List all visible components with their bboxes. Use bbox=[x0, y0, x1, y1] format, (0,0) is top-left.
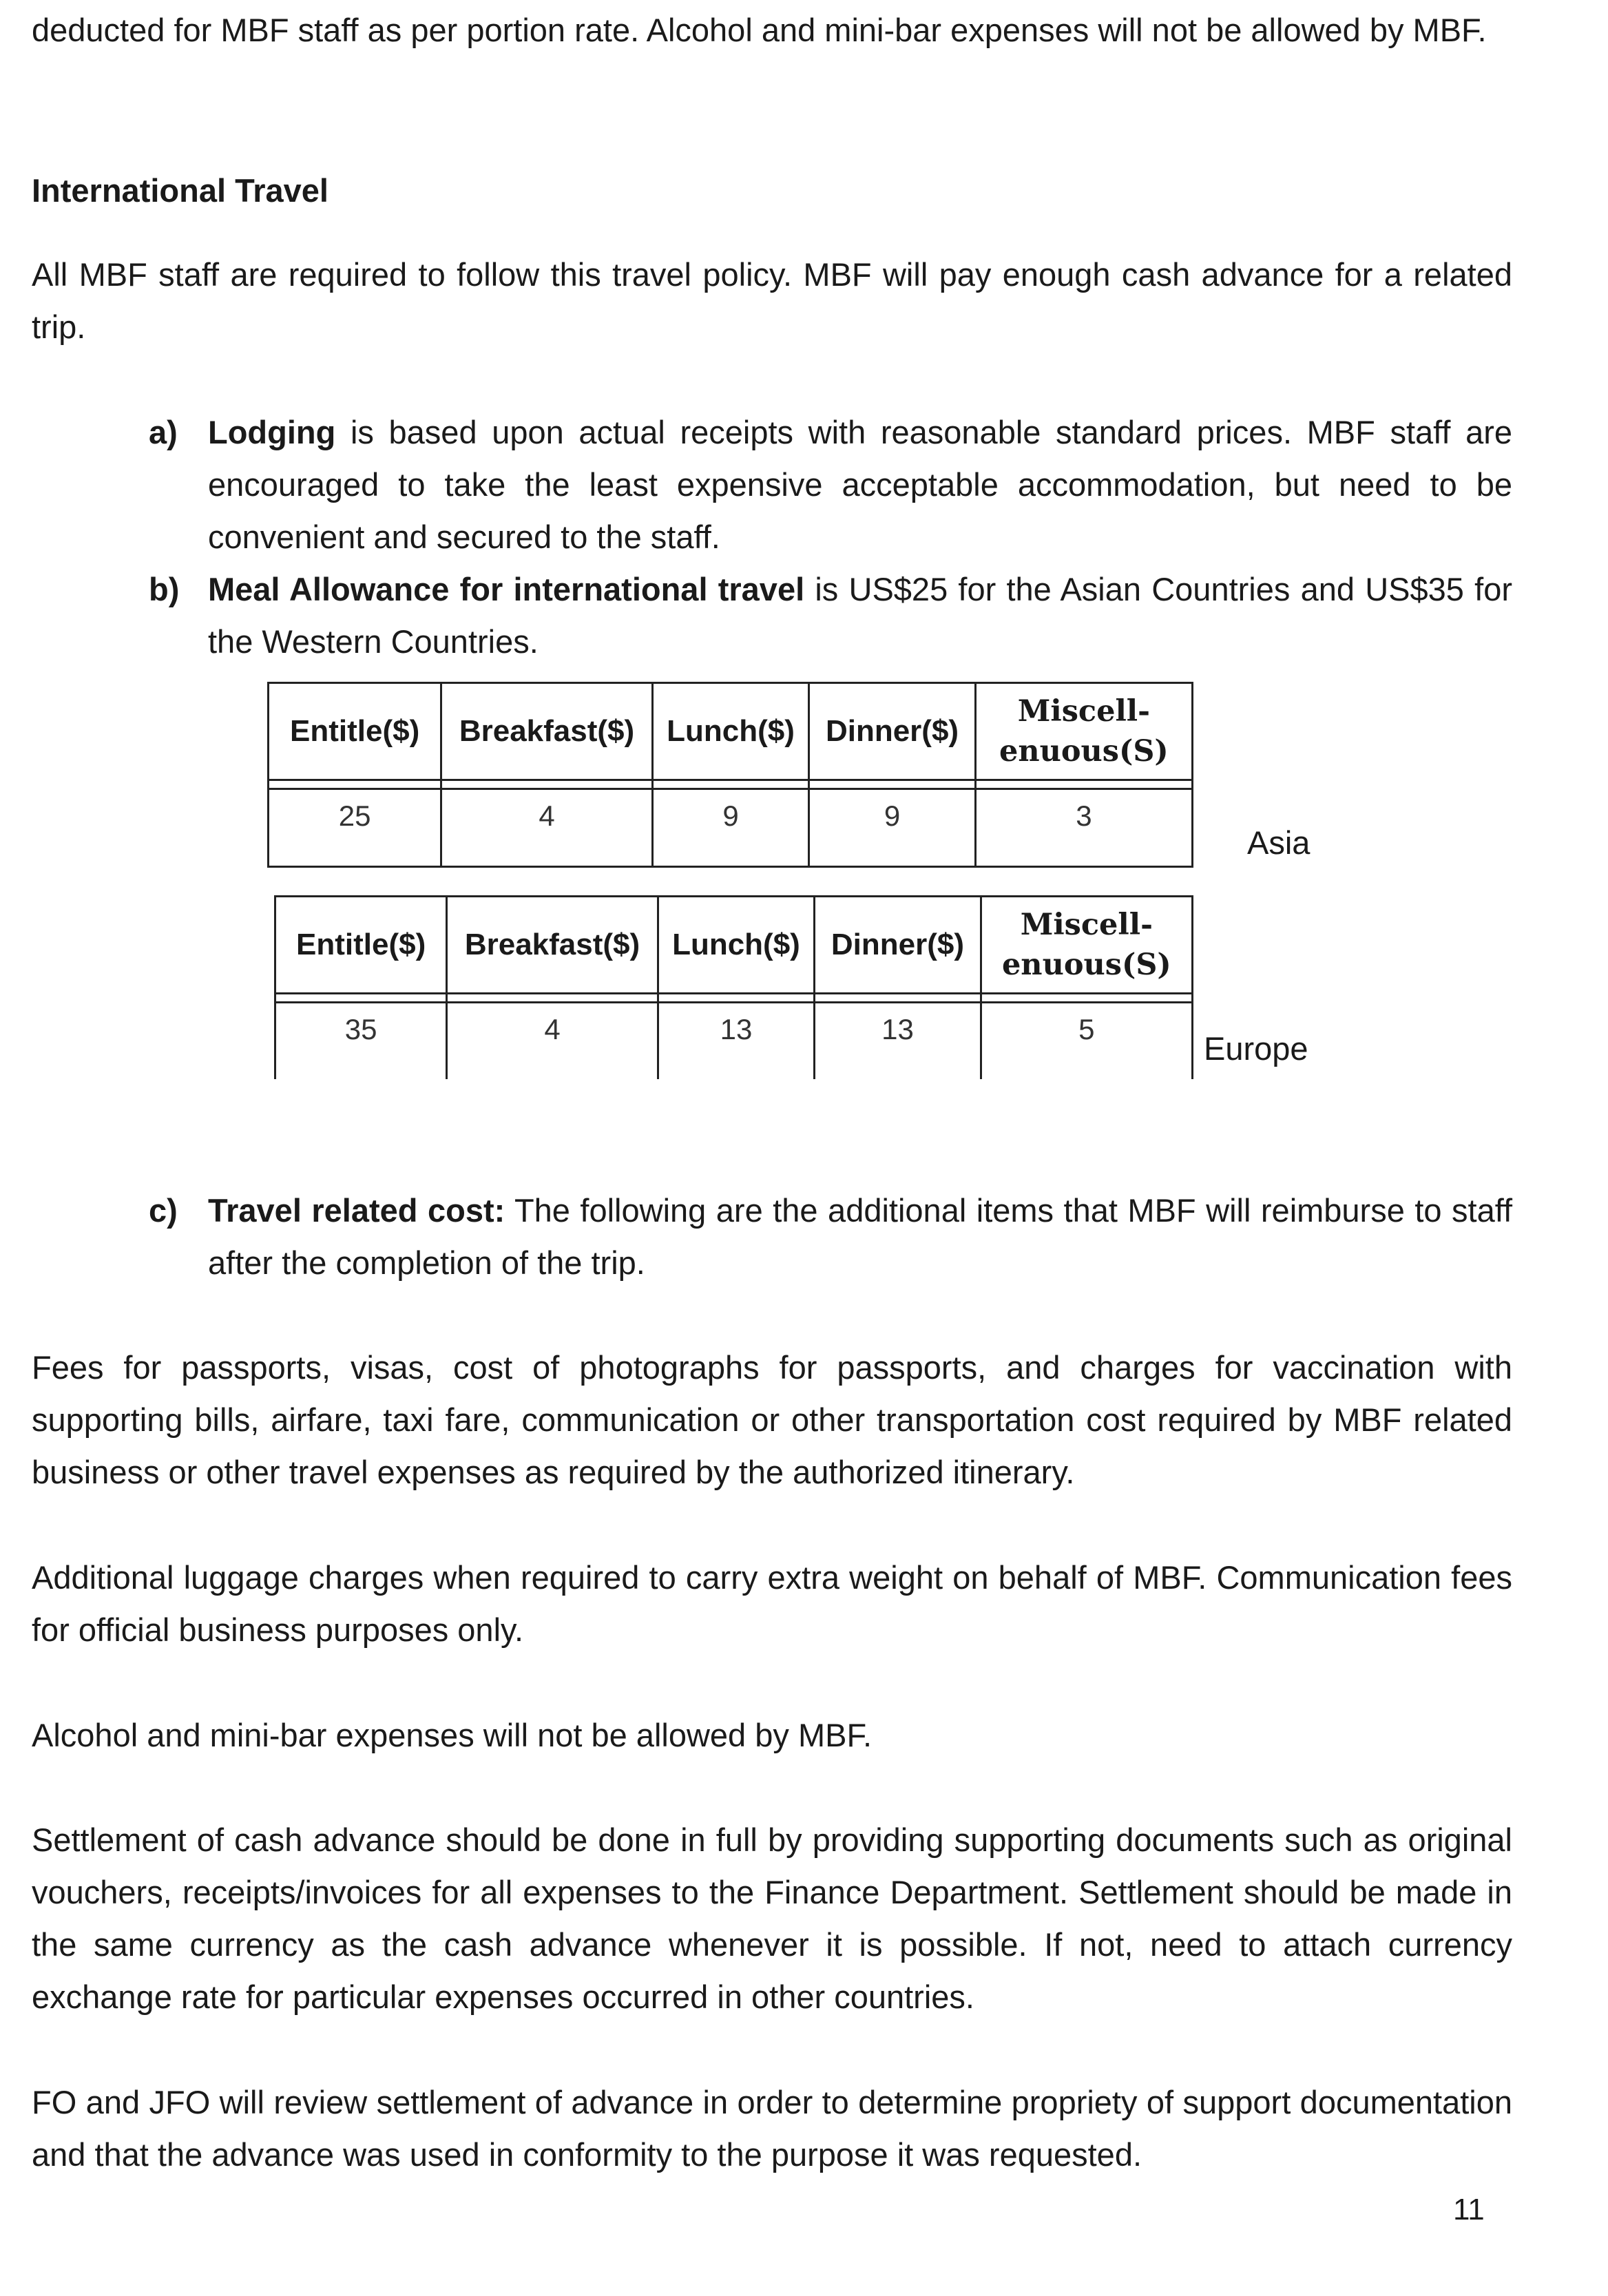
list-item-term: Travel related cost: bbox=[208, 1192, 505, 1229]
cell-dinner: 9 bbox=[809, 789, 975, 867]
cell-miscellaneous: 5 bbox=[981, 1003, 1192, 1080]
list-item-text: is US$25 for the Asian Countries and US$35 for the Western Countries. bbox=[208, 571, 1512, 660]
cell-entitle: 35 bbox=[275, 1003, 447, 1080]
meal-table-asia bbox=[267, 682, 1193, 868]
region-label-europe: Europe bbox=[1204, 1030, 1308, 1067]
review-paragraph: FO and JFO will review settlement of advance in order to determine propriety of support documentation and that the advance was used in conformity to the purpose it was requested. bbox=[32, 2084, 1512, 2173]
header-misc-line1: Miscell- bbox=[1017, 694, 1150, 729]
header-dinner: Dinner($) bbox=[815, 897, 981, 994]
table-separator-row bbox=[269, 780, 1193, 789]
header-breakfast: Breakfast($) bbox=[441, 683, 652, 780]
luggage-paragraph: Additional luggage charges when required to carry extra weight on behalf of MBF. Communication fees for official business purposes only. bbox=[32, 1559, 1512, 1648]
section-intro-paragraph: All MBF staff are required to follow this travel policy. MBF will pay enough cash advance for a related trip. bbox=[32, 256, 1512, 345]
region-label-asia: Asia bbox=[1247, 824, 1311, 861]
list-item-lodging bbox=[149, 406, 1512, 563]
cell-entitle: 25 bbox=[269, 789, 441, 867]
table-row bbox=[275, 1003, 1193, 1080]
list-marker: c) bbox=[149, 1192, 178, 1229]
fees-paragraph: Fees for passports, visas, cost of photographs for passports, and charges for vaccination with supporting bills, airfare, taxi fare, communication or other transportation cost required by MBF related business or other travel expenses as required by the authorized itinerary. bbox=[32, 1349, 1512, 1490]
section-heading: International Travel bbox=[32, 172, 328, 209]
cell-dinner: 13 bbox=[815, 1003, 981, 1080]
header-entitle: Entitle($) bbox=[275, 897, 447, 994]
cell-breakfast: 4 bbox=[441, 789, 652, 867]
header-breakfast: Breakfast($) bbox=[447, 897, 658, 994]
page-number: 11 bbox=[1453, 2193, 1485, 2226]
meal-table-europe bbox=[274, 895, 1193, 1079]
header-entitle: Entitle($) bbox=[269, 683, 441, 780]
header-dinner: Dinner($) bbox=[809, 683, 975, 780]
header-miscellaneous bbox=[981, 897, 1192, 994]
header-misc-line2: enuous(S) bbox=[999, 734, 1169, 769]
header-lunch: Lunch($) bbox=[658, 897, 815, 994]
settlement-paragraph: Settlement of cash advance should be done in full by providing supporting documents such as original vouchers, receipts/invoices for all expenses to the Finance Department. Settlement should be made in the same currency as the cash advance whenever it is possible. If not, need to attach currency exchange rate for particular expenses occurred in other countries. bbox=[32, 1822, 1512, 2015]
header-misc-line1: Miscell- bbox=[1020, 908, 1153, 942]
list-item-meal-allowance bbox=[149, 563, 1512, 668]
table-row bbox=[269, 789, 1193, 867]
list-item-travel-related-cost bbox=[149, 1184, 1512, 1289]
list-item-text: is based upon actual receipts with reasonable standard prices. MBF staff are encouraged to take the least expensive acceptable accommodation, but need to be convenient and secured to the staff. bbox=[208, 414, 1512, 555]
list-item-body bbox=[208, 1184, 1512, 1289]
list-item-term: Lodging bbox=[208, 414, 336, 450]
table-separator-row bbox=[275, 994, 1193, 1003]
cell-miscellaneous: 3 bbox=[975, 789, 1192, 867]
list-item-body bbox=[208, 406, 1512, 563]
cell-lunch: 9 bbox=[652, 789, 809, 867]
list-item-text: The following are the additional items that MBF will reimburse to staff after the completion of the trip. bbox=[208, 1192, 1512, 1281]
header-misc-line2: enuous(S) bbox=[1001, 948, 1171, 982]
intro-paragraph: deducted for MBF staff as per portion rate. Alcohol and mini-bar expenses will not be allowed by MBF. bbox=[32, 12, 1487, 48]
list-marker: a) bbox=[149, 414, 178, 450]
table-header-row bbox=[269, 683, 1193, 780]
header-miscellaneous bbox=[975, 683, 1192, 780]
list-item-term: Meal Allowance for international travel bbox=[208, 571, 805, 607]
table-header-row bbox=[275, 897, 1193, 994]
list-marker: b) bbox=[149, 571, 180, 607]
alcohol-paragraph: Alcohol and mini-bar expenses will not be allowed by MBF. bbox=[32, 1717, 873, 1753]
header-lunch: Lunch($) bbox=[652, 683, 809, 780]
cell-breakfast: 4 bbox=[447, 1003, 658, 1080]
cell-lunch: 13 bbox=[658, 1003, 815, 1080]
list-item-body bbox=[208, 563, 1512, 668]
